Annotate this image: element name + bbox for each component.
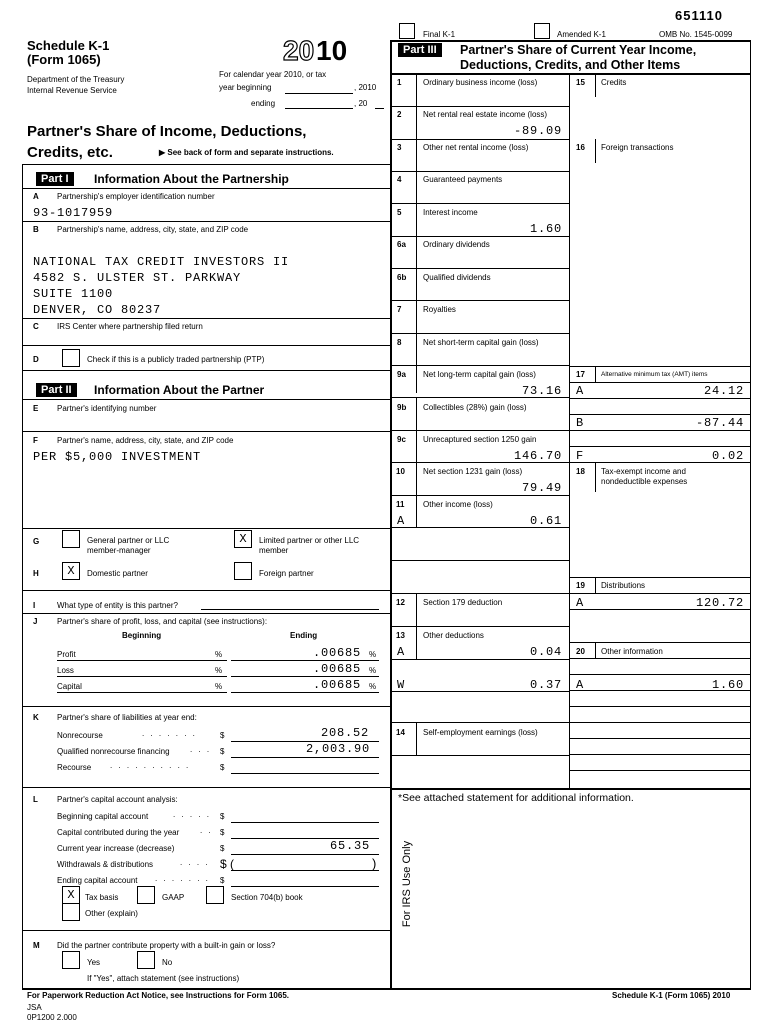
line-c-label: IRS Center where partnership filed return (57, 322, 203, 331)
partnership-address-line2[interactable]: 4582 S. ULSTER ST. PARKWAY (33, 271, 242, 285)
line-19-value[interactable]: 120.72 (695, 596, 744, 610)
rule (22, 706, 390, 707)
capital-value[interactable]: .00685 (313, 678, 362, 692)
leader-dots: . . . . . . . . . . (110, 761, 191, 770)
main-title-line2: Credits, etc. (27, 144, 113, 161)
line-6a-label: Ordinary dividends (423, 240, 490, 249)
line-8-num: 8 (397, 338, 402, 347)
rule (22, 528, 390, 529)
withdrawals-close-paren: ) (372, 856, 377, 871)
line-13-code-w[interactable]: W (397, 678, 406, 692)
line-k-letter: K (33, 713, 39, 722)
other-explain-checkbox[interactable] (62, 903, 80, 921)
header-bottom-rule (22, 164, 390, 165)
see-attached-note: *See attached statement for additional information. (398, 792, 634, 804)
leader-dots: . . . . . (173, 810, 212, 819)
line-13-label: Other deductions (423, 631, 484, 640)
line-b-letter: B (33, 225, 39, 234)
line-12-label: Section 179 deduction (423, 598, 503, 607)
line-17-code-b[interactable]: B (576, 416, 585, 430)
rule (569, 642, 750, 643)
line-2-value[interactable]: -89.09 (513, 124, 562, 138)
rule (231, 822, 379, 823)
line-j-label: Partner's share of profit, loss, and capital (see instructions): (57, 617, 268, 626)
line-9a-num: 9a (397, 370, 406, 379)
line-g-letter: G (33, 537, 40, 546)
rule (22, 370, 390, 371)
line-f-label: Partner's name, address, city, state, and ZIP code (57, 436, 234, 445)
year-beginning-line[interactable] (285, 93, 353, 94)
domestic-partner-checkbox[interactable]: X (62, 562, 80, 580)
rule (231, 886, 379, 887)
rule (390, 333, 569, 334)
line-20-label: Other information (601, 647, 663, 656)
line-13-code-a[interactable]: A (397, 645, 406, 659)
part1-tag: Part I (36, 172, 74, 186)
m-no-checkbox[interactable] (137, 951, 155, 969)
ending-line[interactable] (285, 108, 353, 109)
line-16-num: 16 (576, 143, 585, 152)
year-beginning-suffix: , 2010 (354, 83, 377, 92)
year-outline: 20 (283, 35, 315, 66)
capital-pct-end: % (369, 682, 377, 691)
ending-capital-label: Ending capital account (57, 876, 138, 885)
rule (390, 495, 569, 496)
line-c-letter: C (33, 322, 39, 331)
line-9a-value[interactable]: 73.16 (521, 384, 562, 398)
line-15-num: 15 (576, 78, 585, 87)
rule (390, 430, 569, 431)
rule (569, 722, 750, 723)
j-ending-header: Ending (290, 631, 318, 640)
line-16-label: Foreign transactions (601, 143, 674, 152)
final-k1-label: Final K-1 (423, 30, 456, 39)
col-line (416, 722, 417, 755)
year-beginning-label: year beginning (219, 83, 272, 92)
line-6b-label: Qualified dividends (423, 273, 491, 282)
line-12-num: 12 (396, 598, 405, 607)
calendar-year-text: For calendar year 2010, or tax (219, 70, 327, 79)
line-8-label: Net short-term capital gain (loss) (423, 338, 539, 347)
current-year-increase-label: Current year increase (decrease) (57, 844, 175, 853)
capital-label: Capital (57, 682, 82, 691)
col-line (595, 73, 596, 97)
withdrawals-dollar: $ ( (220, 857, 235, 871)
rule (569, 770, 750, 771)
line-10-value[interactable]: 79.49 (521, 481, 562, 495)
rule (569, 674, 750, 675)
recourse-label: Recourse (57, 763, 92, 772)
schedule-reference: Schedule K-1 (Form 1065) 2010 (612, 991, 731, 1000)
capital-contributed-dollar: $ (220, 828, 225, 837)
col-line (595, 139, 596, 163)
line-4-label: Guaranteed payments (423, 175, 503, 184)
line-10-label: Net section 1231 gain (loss) (423, 467, 523, 476)
col-line (595, 366, 596, 382)
tax-basis-checkbox[interactable]: X (62, 886, 80, 904)
rule (22, 345, 390, 346)
line-3-label: Other net rental income (loss) (423, 143, 529, 152)
capital-contributed-label: Capital contributed during the year (57, 828, 180, 837)
line-18-num: 18 (576, 467, 585, 476)
line-6b-num: 6b (397, 273, 407, 282)
line-5-value[interactable]: 1.60 (529, 222, 562, 236)
jsa-label: JSA (27, 1003, 42, 1012)
line-a-letter: A (33, 192, 39, 201)
rule (390, 139, 569, 140)
line-19-code[interactable]: A (576, 596, 585, 610)
ending-label: ending (251, 99, 276, 108)
foreign-partner-label: Foreign partner (259, 569, 314, 578)
bottom-rule (22, 988, 751, 990)
col-line (416, 626, 417, 659)
amended-k1-label: Amended K-1 (557, 30, 606, 39)
rule (569, 430, 750, 431)
part3-top-rule (390, 40, 750, 42)
profit-value[interactable]: .00685 (313, 646, 362, 660)
final-k1-checkbox[interactable] (399, 23, 415, 39)
partnership-name-line1[interactable]: NATIONAL TAX CREDIT INVESTORS II (33, 255, 290, 269)
line-15-label: Credits (601, 78, 627, 87)
rule (569, 738, 750, 739)
see-back-note: ▶ See back of form and separate instructions. (159, 148, 334, 157)
line-11-code[interactable]: A (397, 514, 406, 528)
part3-header-rule (390, 73, 750, 75)
rule (390, 659, 569, 660)
profit-label: Profit (57, 650, 76, 659)
rule (390, 300, 569, 301)
line-9c-num: 9c (397, 435, 406, 444)
ein-value[interactable]: 93-1017959 (33, 206, 114, 220)
gaap-label: GAAP (162, 893, 185, 902)
left-border (22, 164, 23, 990)
rule (231, 854, 379, 855)
withdrawals-label: Withdrawals & distributions (57, 860, 154, 869)
line-2-label: Net rental real estate income (loss) (423, 110, 548, 119)
current-year-increase-dollar: $ (220, 844, 225, 853)
line-h-letter: H (33, 569, 39, 578)
rule (390, 236, 569, 237)
ptp-checkbox[interactable] (62, 349, 80, 367)
line-l-label: Partner's capital account analysis: (57, 795, 178, 804)
year-solid: 10 (316, 35, 348, 66)
rule (22, 787, 390, 788)
rule (390, 593, 569, 594)
line-9c-value[interactable]: 146.70 (513, 449, 562, 463)
loss-pct-end: % (369, 666, 377, 675)
rule (569, 706, 750, 707)
line-17-value-a[interactable]: 24.12 (703, 384, 744, 398)
loss-pct-begin: % (215, 666, 223, 675)
ending-suffix: , 20 (354, 99, 368, 108)
line-2-num: 2 (397, 110, 402, 119)
rule (22, 613, 390, 614)
rule (231, 773, 379, 774)
beginning-capital-dollar: $ (220, 812, 225, 821)
domestic-partner-label: Domestic partner (87, 569, 148, 578)
line-5-label: Interest income (423, 208, 478, 217)
line-14-label: Self-employment earnings (loss) (423, 728, 538, 737)
rule (390, 560, 569, 561)
col-line (595, 642, 596, 658)
rule (569, 382, 750, 383)
line-18-value[interactable]: 0.02 (711, 449, 744, 463)
part3-title-line2: Deductions, Credits, and Other Items (460, 58, 681, 72)
gaap-checkbox[interactable] (137, 886, 155, 904)
line-l-letter: L (33, 795, 38, 804)
rule (22, 590, 390, 591)
line-b-label: Partnership's name, address, city, state, and ZIP code (57, 225, 249, 234)
line-1-label: Ordinary business income (loss) (423, 78, 538, 87)
line-11-value[interactable]: 0.61 (529, 514, 562, 528)
line-9a-label: Net long-term capital gain (loss) (423, 370, 536, 379)
partner-name-value[interactable]: PER $5,000 INVESTMENT (33, 450, 202, 464)
line-i-letter: I (33, 601, 36, 610)
entity-type-line[interactable] (201, 609, 379, 610)
partnership-address-line3[interactable]: SUITE 1100 (33, 287, 114, 301)
part3-tag: Part III (398, 43, 442, 57)
tax-basis-label: Tax basis (85, 893, 119, 902)
line-11-label: Other income (loss) (423, 500, 493, 509)
line-18-code[interactable]: F (576, 449, 585, 463)
line-j-letter: J (33, 617, 38, 626)
line-e-label: Partner's identifying number (57, 404, 157, 413)
line-17-label: Alternative minimum tax (AMT) items (601, 371, 708, 378)
line-4-num: 4 (397, 175, 402, 184)
form-code: 0P1200 2.000 (27, 1013, 77, 1022)
line-20-code[interactable]: A (576, 678, 585, 692)
qualified-nonrecourse-label: Qualified nonrecourse financing (57, 747, 170, 756)
section704-checkbox[interactable] (206, 886, 224, 904)
leader-dots: . . . . (180, 858, 210, 867)
rule (390, 722, 569, 723)
m-yes-label: Yes (87, 958, 101, 967)
line-k-label: Partner's share of liabilities at year end: (57, 713, 197, 722)
rule (390, 268, 569, 269)
ending-capital-dollar: $ (220, 876, 225, 885)
line-9c-label: Unrecaptured section 1250 gain (423, 435, 537, 444)
rule (390, 203, 569, 204)
line-17-code-a[interactable]: A (576, 384, 585, 398)
line-a-label: Partnership's employer identification number (57, 192, 215, 201)
line-11-num: 11 (396, 500, 405, 509)
recourse-dollar: $ (220, 763, 225, 772)
irs-use-only-label: For IRS Use Only (401, 840, 413, 928)
rule (569, 446, 750, 447)
line-17-value-b[interactable]: -87.44 (695, 416, 744, 430)
line-13-value-a[interactable]: 0.04 (529, 645, 562, 659)
line-14-num: 14 (396, 728, 405, 737)
line-17-num: 17 (576, 370, 585, 379)
nonrecourse-dollar: $ (220, 731, 225, 740)
general-partner-checkbox[interactable] (62, 530, 80, 548)
rule (22, 399, 390, 400)
line-5-num: 5 (397, 208, 402, 217)
line-18-label-2: nondeductible expenses (601, 477, 688, 486)
rule (57, 660, 227, 661)
leader-dots: . . (200, 826, 213, 835)
line-13-value-w[interactable]: 0.37 (529, 678, 562, 692)
part2-tag: Part II (36, 383, 77, 397)
rule (569, 658, 750, 659)
general-partner-label-1: General partner or LLC (87, 536, 170, 545)
current-year-increase-value[interactable]: 65.35 (330, 839, 371, 853)
line-10-num: 10 (396, 467, 405, 476)
beginning-capital-label: Beginning capital account (57, 812, 149, 821)
line-20-value[interactable]: 1.60 (711, 678, 744, 692)
leader-dots: . . . . . . . (155, 874, 210, 883)
line-1-num: 1 (397, 78, 402, 87)
department: Department of the Treasury (27, 75, 125, 84)
line-m-letter: M (33, 941, 40, 950)
col-line (416, 593, 417, 626)
rule (57, 676, 227, 677)
schedule-form: (Form 1065) (27, 52, 101, 67)
profit-pct-end: % (369, 650, 377, 659)
col-line (595, 462, 596, 492)
rule (22, 221, 390, 222)
line-e-letter: E (33, 404, 39, 413)
paperwork-notice: For Paperwork Reduction Act Notice, see Instructions for Form 1065. (27, 991, 289, 1000)
center-divider (390, 40, 392, 990)
rule (569, 577, 750, 578)
rule (231, 660, 379, 661)
rule (569, 414, 750, 415)
leader-dots: . . . . . . . (142, 729, 197, 738)
omb-number: OMB No. 1545-0099 (659, 30, 733, 39)
part1-title: Information About the Partnership (94, 172, 289, 186)
line-20-num: 20 (576, 647, 585, 656)
rule (390, 788, 750, 790)
partnership-address-line4[interactable]: DENVER, CO 80237 (33, 303, 162, 317)
limited-partner-label-2: member (259, 546, 289, 555)
rule (390, 365, 569, 366)
line-19-num: 19 (576, 581, 585, 590)
loss-label: Loss (57, 666, 74, 675)
qualified-nonrecourse-dollar: $ (220, 747, 225, 756)
part2-title: Information About the Partner (94, 383, 265, 397)
rule (231, 692, 379, 693)
line-f-letter: F (33, 436, 38, 445)
rule (390, 171, 569, 172)
col-line (416, 73, 417, 393)
rule (569, 366, 750, 367)
col-line (595, 577, 596, 593)
rule (569, 398, 750, 399)
m-yes-checkbox[interactable] (62, 951, 80, 969)
line-7-num: 7 (397, 305, 402, 314)
line-3-num: 3 (397, 143, 402, 152)
m-note: If "Yes", attach statement (see instructions) (87, 974, 240, 983)
qualified-nonrecourse-value[interactable]: 2,003.90 (306, 742, 371, 756)
nonrecourse-label: Nonrecourse (57, 731, 103, 740)
j-beginning-header: Beginning (122, 631, 162, 640)
amended-k1-checkbox[interactable] (534, 23, 550, 39)
line-7-label: Royalties (423, 305, 456, 314)
rule (390, 626, 569, 627)
rule (569, 754, 750, 755)
rule (22, 318, 390, 319)
profit-pct-begin: % (215, 650, 223, 659)
m-no-label: No (162, 958, 173, 967)
foreign-partner-checkbox[interactable] (234, 562, 252, 580)
ending-year-line[interactable] (375, 108, 384, 109)
line-13-num: 13 (396, 631, 405, 640)
line-m-label: Did the partner contribute property with a built-in gain or loss? (57, 941, 276, 950)
schedule-title: Schedule K-1 (27, 38, 110, 53)
line-d-label: Check if this is a publicly traded partnership (PTP) (87, 355, 265, 364)
line-19-label: Distributions (601, 581, 646, 590)
line-d-letter: D (33, 355, 39, 364)
right-border (750, 40, 751, 990)
irs-label: Internal Revenue Service (27, 86, 117, 95)
rule (22, 431, 390, 432)
rule (57, 692, 227, 693)
leader-dots: . . . (190, 745, 212, 754)
rule (22, 930, 390, 931)
main-title-line1: Partner's Share of Income, Deductions, (27, 123, 307, 140)
rule (390, 106, 569, 107)
loss-value[interactable]: .00685 (313, 662, 362, 676)
limited-partner-checkbox[interactable]: X (234, 530, 252, 548)
form-number: 651110 (675, 8, 723, 23)
line-18-label-1: Tax-exempt income and (601, 467, 686, 476)
rule (569, 593, 750, 594)
section704-label: Section 704(b) book (231, 893, 303, 902)
rule (231, 676, 379, 677)
line-6a-num: 6a (397, 240, 406, 249)
nonrecourse-value[interactable]: 208.52 (321, 726, 370, 740)
line-i-label: What type of entity is this partner? (57, 601, 178, 610)
part3-title-line1: Partner's Share of Current Year Income, (460, 43, 697, 57)
rule (22, 188, 390, 189)
line-9b-label: Collectibles (28%) gain (loss) (423, 403, 527, 412)
other-explain-label: Other (explain) (85, 909, 138, 918)
rule (231, 757, 379, 758)
general-partner-label-2: member-manager (87, 546, 151, 555)
limited-partner-label-1: Limited partner or other LLC (259, 536, 360, 545)
rule (231, 870, 379, 871)
capital-pct-begin: % (215, 682, 223, 691)
rule (390, 755, 569, 756)
line-9b-num: 9b (397, 403, 407, 412)
